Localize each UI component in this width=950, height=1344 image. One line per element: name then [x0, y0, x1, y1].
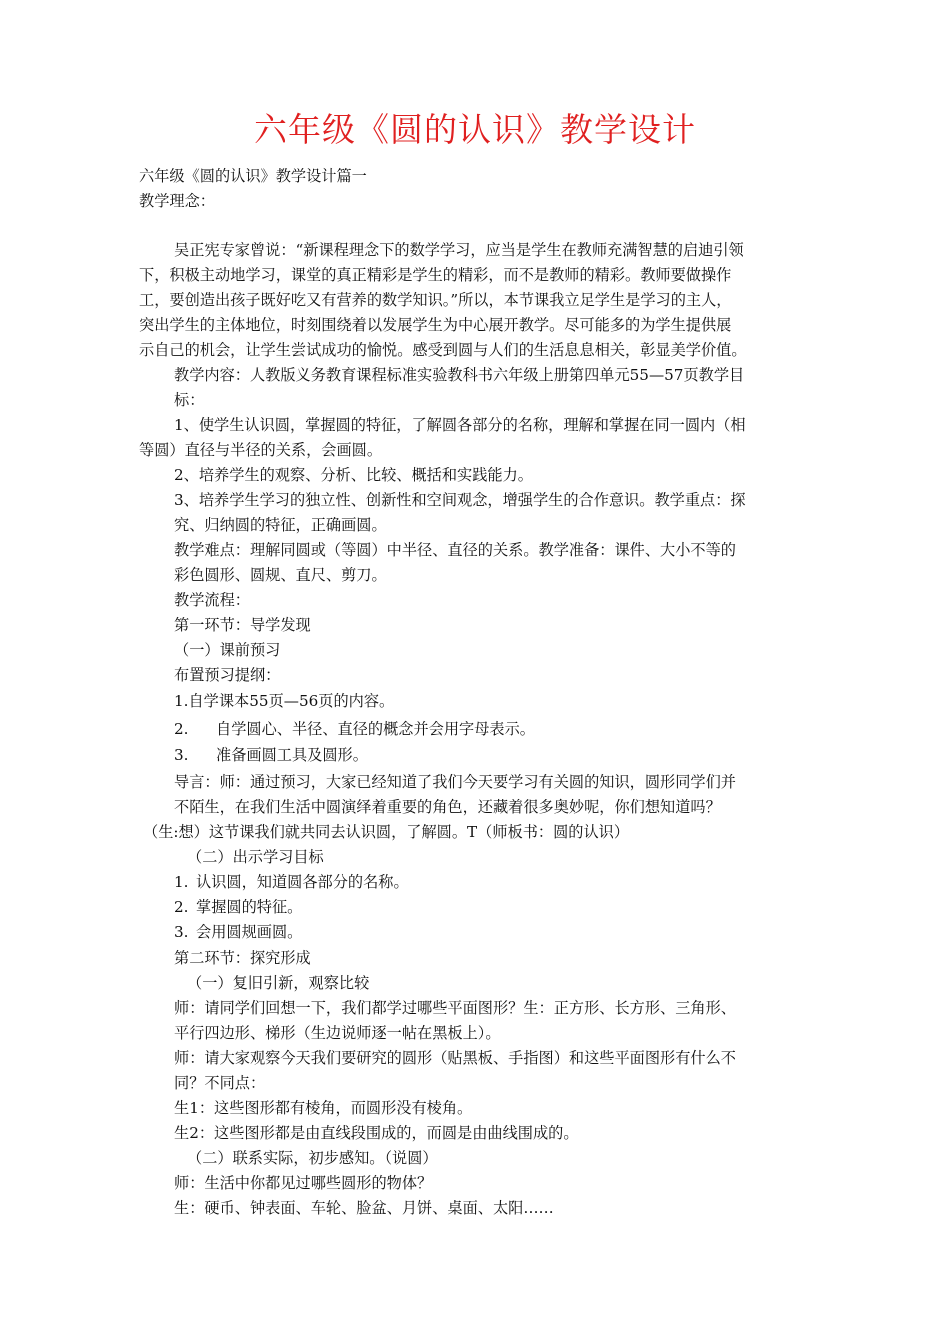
- paragraph-line: 不陌生，在我们生活中圆演绎着重要的角色，还藏着很多奥妙呢，你们想知道吗？: [174, 798, 721, 816]
- paragraph-line: 师：生活中你都见过哪些圆形的物体？: [174, 1174, 433, 1192]
- list-text: 掌握圆的特征。: [196, 898, 303, 916]
- list-text: 自学圆心、半径、直径的概念并会用字母表示。: [216, 720, 535, 738]
- list-number: 2.: [174, 720, 189, 738]
- paragraph-line: 标：: [174, 391, 205, 409]
- list-text: 准备画圆工具及圆形。: [216, 746, 368, 764]
- list-item: [174, 719, 950, 739]
- list-number: 3.: [174, 746, 189, 764]
- paragraph-line: （生:想）这节课我们就共同去认识圆，了解圆。T（师板书：圆的认识）: [143, 823, 630, 841]
- section-heading: 六年级《圆的认识》教学设计篇一: [139, 167, 367, 185]
- heading-line: 教学理念：: [139, 192, 215, 210]
- list-item: 等圆）直径与半径的关系，会画圆。: [139, 441, 382, 459]
- heading-line: 教学流程：: [174, 591, 250, 609]
- list-item: [174, 745, 950, 765]
- list-text: 认识圆，知道圆各部分的名称。: [196, 873, 409, 891]
- paragraph-line: 突出学生的主体地位，时刻围绕着以发展学生为中心展开教学。尽可能多的为学生提供展: [139, 316, 732, 334]
- heading-line: （二）出示学习目标: [187, 848, 324, 866]
- paragraph-line: 同？不同点：: [174, 1074, 266, 1092]
- list-number: 1.: [174, 873, 189, 891]
- heading-line: （二）联系实际，初步感知。（说圆）: [187, 1149, 438, 1167]
- list-item: 1.自学课本55页—56页的内容。: [174, 692, 395, 710]
- heading-line: 布置预习提纲：: [174, 666, 281, 684]
- list-item: 究、归纳圆的特征，正确画圆。: [174, 516, 387, 534]
- paragraph-line: 工，要创造出孩子既好吃又有营养的数学知识。”所以，本节课我立足学生是学习的主人，: [139, 291, 732, 309]
- list-number: 2.: [174, 898, 189, 916]
- heading-line: 第二环节：探究形成: [174, 949, 311, 967]
- paragraph-line: 生：硬币、钟表面、车轮、脸盆、月饼、桌面、太阳……: [174, 1199, 554, 1217]
- paragraph-line: 吴正宪专家曾说：“新课程理念下的数学学习，应当是学生在教师充满智慧的启迪引领: [174, 241, 744, 259]
- paragraph-line: 示自己的机会，让学生尝试成功的愉悦。感受到圆与人们的生活息息相关，彰显美学价值。: [139, 341, 747, 359]
- paragraph-line: 平行四边形、梯形（生边说师逐一帖在黑板上）。: [174, 1024, 501, 1042]
- paragraph-line: 教学难点：理解同圆或（等圆）中半径、直径的关系。教学准备：课件、大小不等的: [174, 541, 736, 559]
- heading-line: 第一环节：导学发现: [174, 616, 311, 634]
- list-text: 会用圆规画圆。: [196, 923, 303, 941]
- paragraph-line: 生2：这些图形都是由直线段围成的，而圆是由曲线围成的。: [174, 1124, 579, 1142]
- document-title: 六年级《圆的认识》教学设计: [254, 110, 696, 149]
- paragraph-line: 师：请大家观察今天我们要研究的圆形（贴黑板、手指图）和这些平面图形有什么不: [174, 1049, 736, 1067]
- list-item: 1、使学生认识圆，掌握圆的特征，了解圆各部分的名称，理解和掌握在同一圆内（相: [174, 416, 746, 434]
- list-item: [174, 922, 950, 942]
- paragraph-line: 导言：师：通过预习，大家已经知道了我们今天要学习有关圆的知识，圆形同学们并: [174, 773, 736, 791]
- heading-line: （一）复旧引新，观察比较: [187, 974, 370, 992]
- list-item: 2、培养学生的观察、分析、比较、概括和实践能力。: [174, 466, 533, 484]
- paragraph-line: 彩色圆形、圆规、直尺、剪刀。: [174, 566, 387, 584]
- paragraph-line: 师：请同学们回想一下，我们都学过哪些平面图形？生：正方形、长方形、三角形、: [174, 999, 736, 1017]
- paragraph-line: 生1：这些图形都有棱角，而圆形没有棱角。: [174, 1099, 473, 1117]
- list-item: [174, 897, 950, 917]
- list-number: 3.: [174, 923, 189, 941]
- paragraph-line: 下，积极主动地学习，课堂的真正精彩是学生的精彩，而不是教师的精彩。教师要做操作: [139, 266, 732, 284]
- heading-line: （一）课前预习: [174, 641, 281, 659]
- list-item: 3、培养学生学习的独立性、创新性和空间观念，增强学生的合作意识。教学重点：探: [174, 491, 746, 509]
- paragraph-line: 教学内容：人教版义务教育课程标准实验教科书六年级上册第四单元55—57页教学目: [174, 366, 745, 384]
- list-item: [174, 872, 950, 892]
